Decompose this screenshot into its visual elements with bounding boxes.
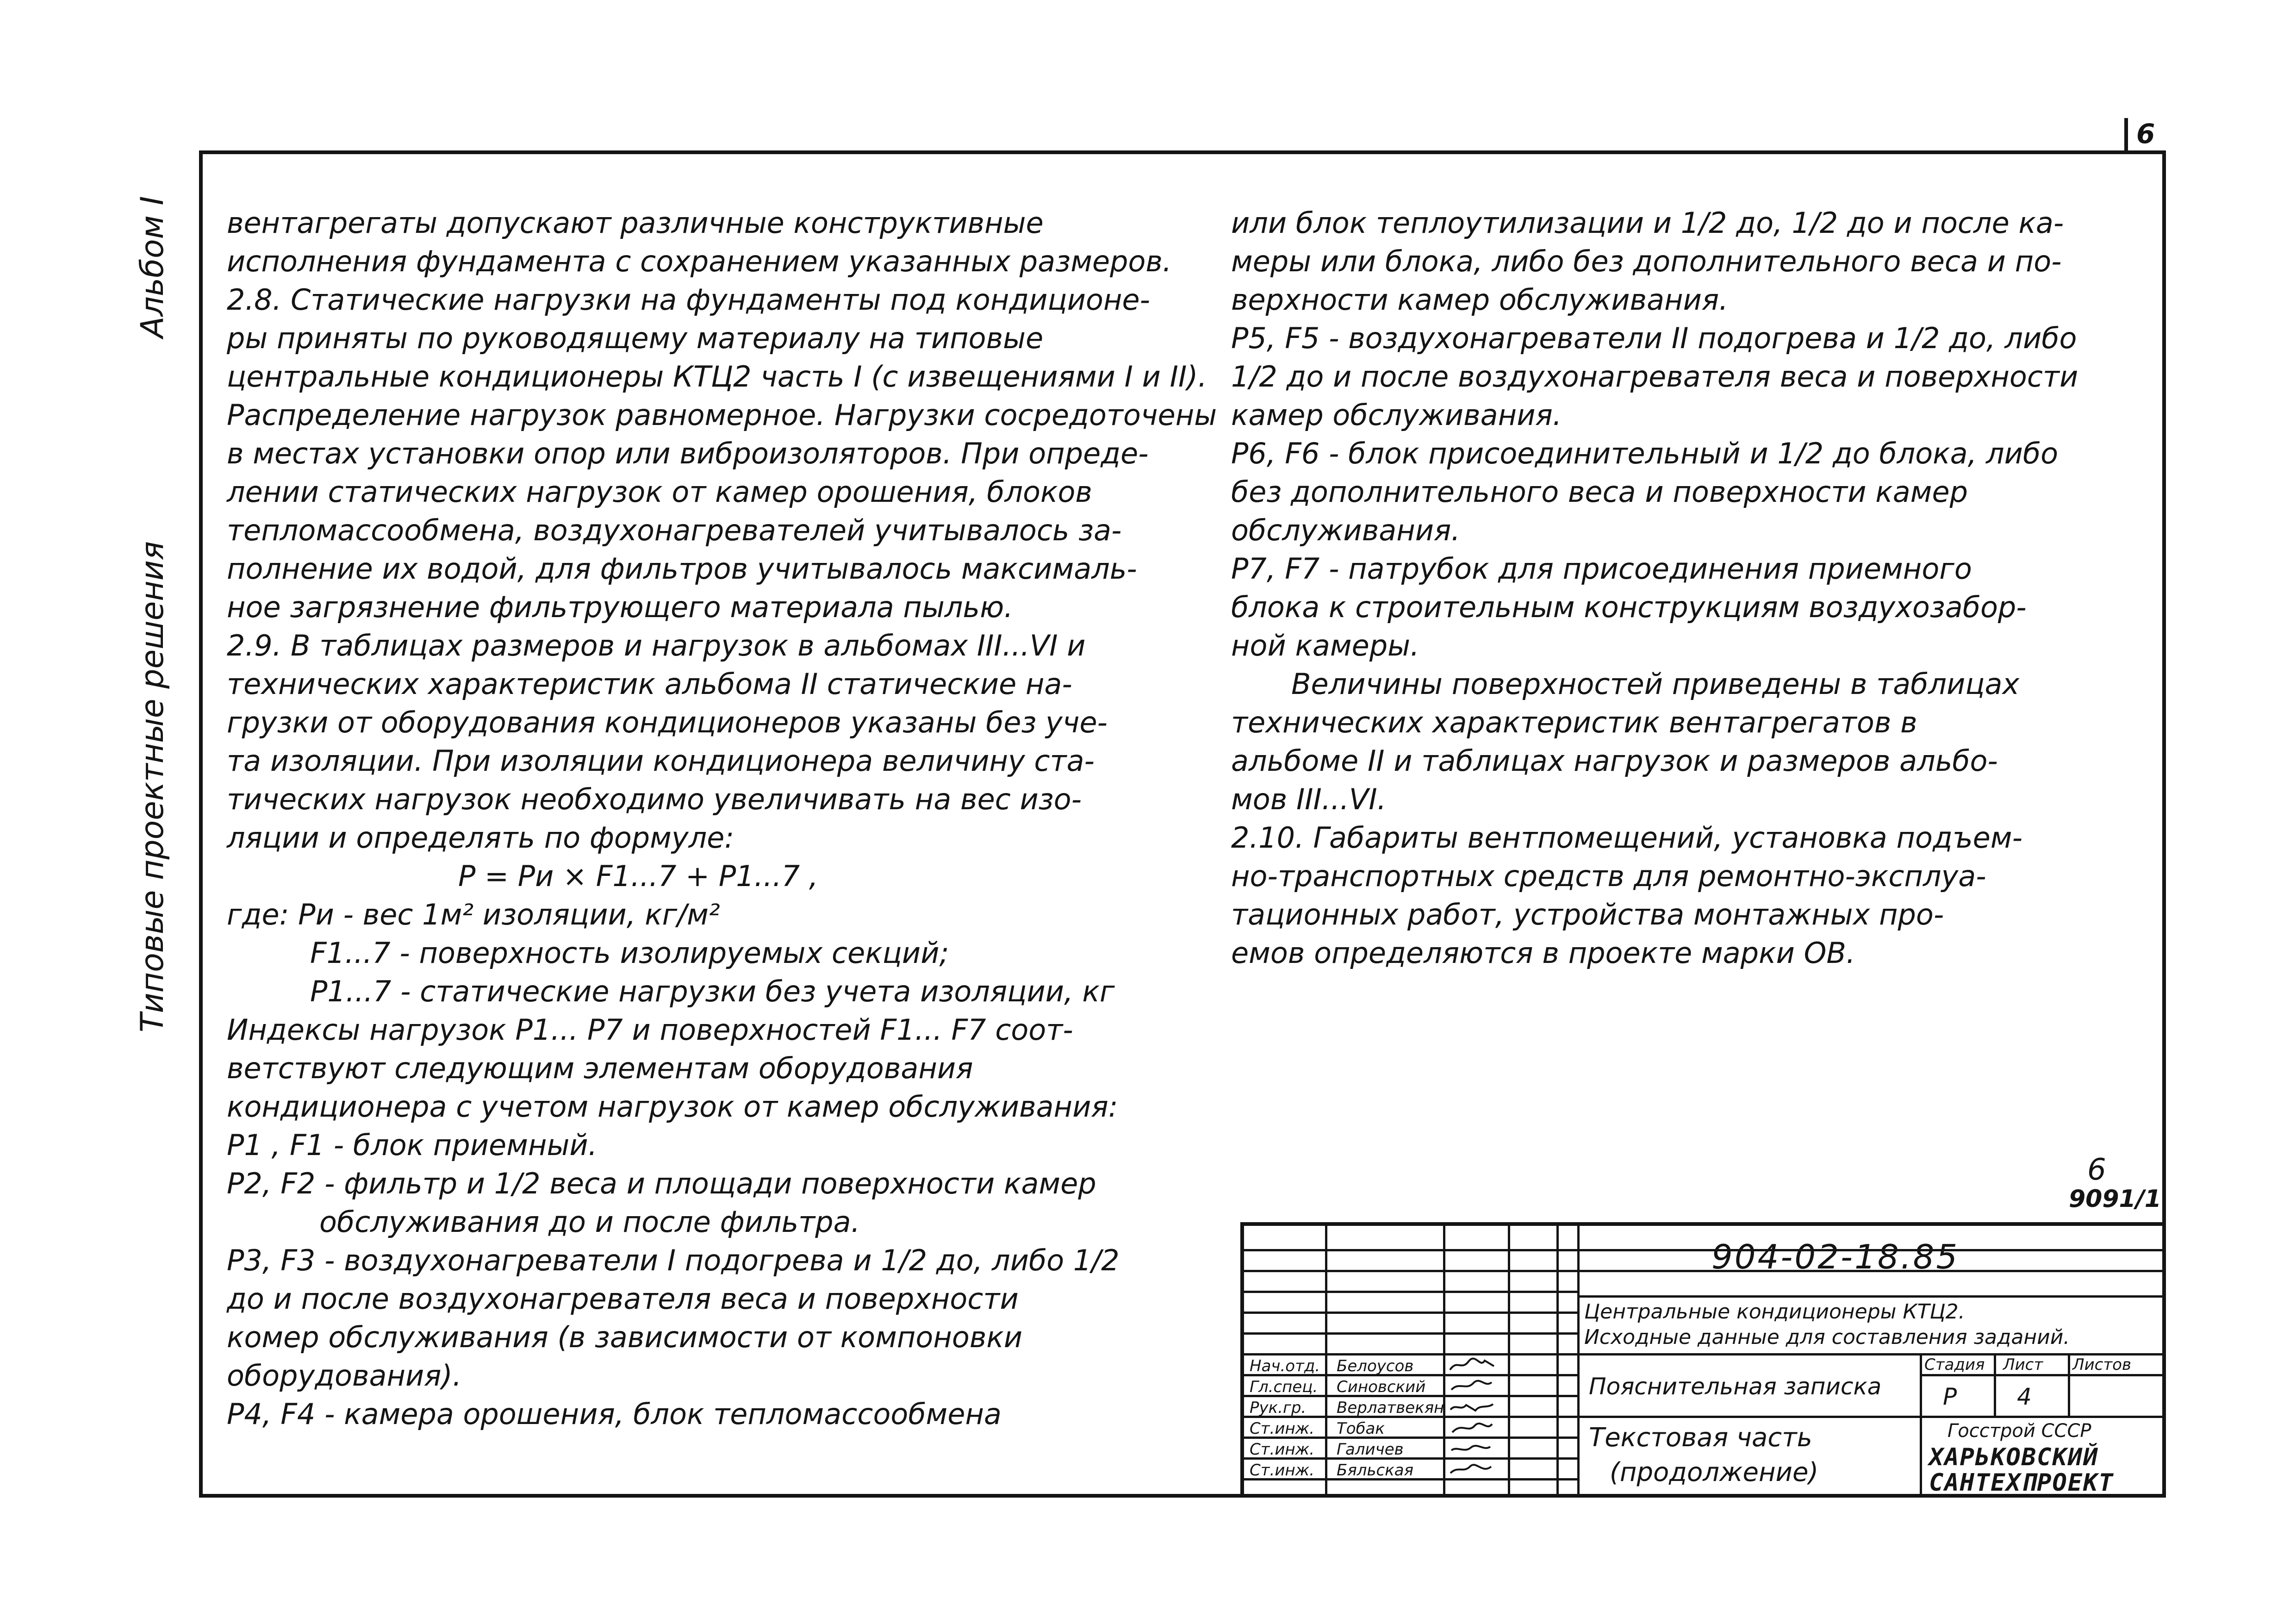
text-line: Индексы нагрузок P1... P7 и поверхностей F1... F7 соот- — [227, 1013, 1073, 1047]
text-line: камер обслуживания. — [1231, 398, 1562, 432]
text-line: оборудования). — [227, 1359, 462, 1393]
project-title-line-2: Исходные данные для составления заданий. — [1584, 1325, 2070, 1349]
signature-scribble — [1448, 1399, 1499, 1414]
drawing-designation: 904-02-18.85 — [1711, 1237, 1960, 1276]
text-line: P1...7 - статические нагрузки без учета изоляции, кг — [310, 974, 1115, 1008]
text-line: грузки от оборудования кондиционеров указаны без уче- — [227, 706, 1108, 739]
part-line-2: (продолжение) — [1610, 1457, 1819, 1487]
sheets-header: Листов — [2072, 1355, 2132, 1374]
text-line: меры или блока, либо без дополнительного веса и по- — [1231, 244, 2062, 278]
signatory-name: Синовский — [1337, 1378, 1426, 1396]
text-line: исполнения фундамента с сохранением указанных размеров. — [227, 244, 1172, 278]
document-name: Пояснительная записка — [1589, 1373, 1882, 1400]
left-text-column — [227, 204, 1217, 1433]
signatory-role: Рук.гр. — [1250, 1399, 1307, 1417]
project-title-line-1: Центральные кондиционеры КТЦ2. — [1584, 1300, 1965, 1324]
text-line: тационных работ, устройства монтажных про- — [1231, 898, 1944, 931]
stage-header: Стадия — [1924, 1355, 1985, 1374]
text-line: ветствуют следующим элементам оборудования — [227, 1051, 973, 1085]
text-line: мов III...VI. — [1231, 782, 1387, 816]
text-line: верхности камер обслуживания. — [1231, 283, 1728, 317]
text-line: ляции и определять по формуле: — [227, 821, 734, 855]
text-line: до и после воздухонагревателя веса и поверхности — [227, 1282, 1019, 1316]
text-line: F1...7 - поверхность изолируемых секций; — [310, 936, 949, 970]
margin-album-label: Альбом I — [134, 196, 171, 338]
text-line: P3, F3 - воздухонагреватели I подогрева и 1/2 до, либо 1/2 — [227, 1243, 1120, 1277]
text-line: 2.10. Габариты вентпомещений, установка подъем- — [1231, 821, 2022, 855]
text-line: ное загрязнение фильтрующего материала пылью. — [227, 590, 1013, 624]
text-line: центральные кондиционеры КТЦ2 часть I (с извещениями I и II). — [227, 360, 1207, 394]
title-block — [1240, 1222, 2166, 1498]
text-line: без дополнительного веса и поверхности камер — [1231, 475, 1968, 509]
text-line: 2.9. В таблицах размеров и нагрузок в альбомах III...VI и — [227, 629, 1086, 662]
sheet-code: 9091/1 — [2069, 1185, 2161, 1213]
signature-scribble — [1448, 1378, 1499, 1393]
text-line: P2, F2 - фильтр и 1/2 веса и площади поверхности камер — [227, 1167, 1096, 1200]
signatory-role: Нач.отд. — [1250, 1357, 1320, 1375]
signature-scribble — [1448, 1419, 1499, 1435]
page-corner-tab — [2124, 118, 2166, 150]
signature-scribble — [1448, 1440, 1499, 1456]
org-ministry: Госстрой СССР — [1948, 1420, 2091, 1442]
formula-line: P = Pи × F1...7 + P1...7 , — [458, 859, 818, 893]
stage-value: Р — [1943, 1383, 1957, 1410]
text-line: технических характеристик вентагрегатов в — [1231, 706, 1917, 739]
text-line: или блок теплоутилизации и 1/2 до, 1/2 до и после ка- — [1231, 206, 2064, 240]
signatory-name: Галичев — [1337, 1440, 1404, 1459]
text-line: емов определяются в проекте марки ОВ. — [1231, 936, 1855, 970]
text-line: где: Pи - вес 1м² изоляции, кг/м² — [227, 898, 720, 931]
text-line: в местах установки опор или виброизоляторов. При опреде- — [227, 437, 1149, 470]
org-name-line-2: САНТЕХПРОЕКТ — [1929, 1469, 2114, 1497]
text-line: блока к строительным конструкциям воздухозабор- — [1231, 590, 2027, 624]
text-line: P1 , F1 - блок приемный. — [227, 1128, 597, 1162]
text-line: ры приняты по руководящему материалу на типовые — [227, 321, 1044, 355]
text-line: обслуживания. — [1231, 513, 1461, 547]
text-line: та изоляции. При изоляции кондиционера величину ста- — [227, 744, 1095, 778]
signature-scribble — [1448, 1461, 1499, 1477]
text-line: P4, F4 - камера орошения, блок тепломассообмена — [227, 1397, 1002, 1431]
text-line: альбоме II и таблицах нагрузок и размеров альбо- — [1231, 744, 1998, 778]
margin-series-label: Типовые проектные решения — [134, 541, 171, 1032]
text-line: ной камеры. — [1231, 629, 1419, 662]
signature-scribble — [1448, 1357, 1499, 1373]
text-line: комер обслуживания (в зависимости от компоновки — [227, 1320, 1023, 1354]
right-text-column — [1231, 204, 2078, 972]
text-line: вентагрегаты допускают различные конструктивные — [227, 206, 1044, 240]
text-line: тепломассообмена, воздухонагревателей учитывалось за- — [227, 513, 1122, 547]
page-corner-number: 6 — [2136, 118, 2155, 150]
text-line: 1/2 до и после воздухонагревателя веса и поверхности — [1231, 360, 2078, 394]
signatory-role: Ст.инж. — [1250, 1440, 1315, 1459]
part-line-1: Текстовая часть — [1589, 1423, 1812, 1453]
text-line: полнение их водой, для фильтров учитывалось максималь- — [227, 552, 1137, 586]
text-line: но-транспортных средств для ремонтно-эксплуа- — [1231, 859, 1986, 893]
text-line: P5, F5 - воздухонагреватели II подогрева и 1/2 до, либо — [1231, 321, 2077, 355]
text-line: обслуживания до и после фильтра. — [319, 1205, 860, 1239]
signatory-name: Белоусов — [1337, 1357, 1414, 1375]
signatory-name: Верлатвекян — [1337, 1399, 1444, 1417]
text-line: Распределение нагрузок равномерное. Нагрузки сосредоточены — [227, 398, 1217, 432]
signatory-role: Ст.инж. — [1250, 1419, 1315, 1438]
sheet-value: 4 — [2017, 1383, 2032, 1410]
sheet-header: Лист — [2003, 1355, 2043, 1374]
text-line: тических нагрузок необходимо увеличивать на вес изо- — [227, 782, 1082, 816]
signatory-role: Гл.спец. — [1250, 1378, 1318, 1396]
signatory-role: Ст.инж. — [1250, 1461, 1315, 1480]
text-line: 2.8. Статические нагрузки на фундаменты под кондиционе- — [227, 283, 1151, 317]
text-line: Величины поверхностей приведены в таблицах — [1291, 667, 2020, 701]
signatory-name: Тобак — [1337, 1419, 1385, 1438]
text-line: кондиционера с учетом нагрузок от камер обслуживания: — [227, 1090, 1118, 1124]
signatory-name: Бяльская — [1337, 1461, 1414, 1480]
org-name-line-1: ХАРЬКОВСКИЙ — [1929, 1443, 2099, 1471]
text-line: P7, F7 - патрубок для присоединения приемного — [1231, 552, 1972, 586]
sheet-number: 6 — [2087, 1153, 2106, 1187]
text-line: P6, F6 - блок присоединительный и 1/2 до блока, либо — [1231, 437, 2059, 470]
text-line: технических характеристик альбома II статические на- — [227, 667, 1072, 701]
text-line: лении статических нагрузок от камер орошения, блоков — [227, 475, 1092, 509]
